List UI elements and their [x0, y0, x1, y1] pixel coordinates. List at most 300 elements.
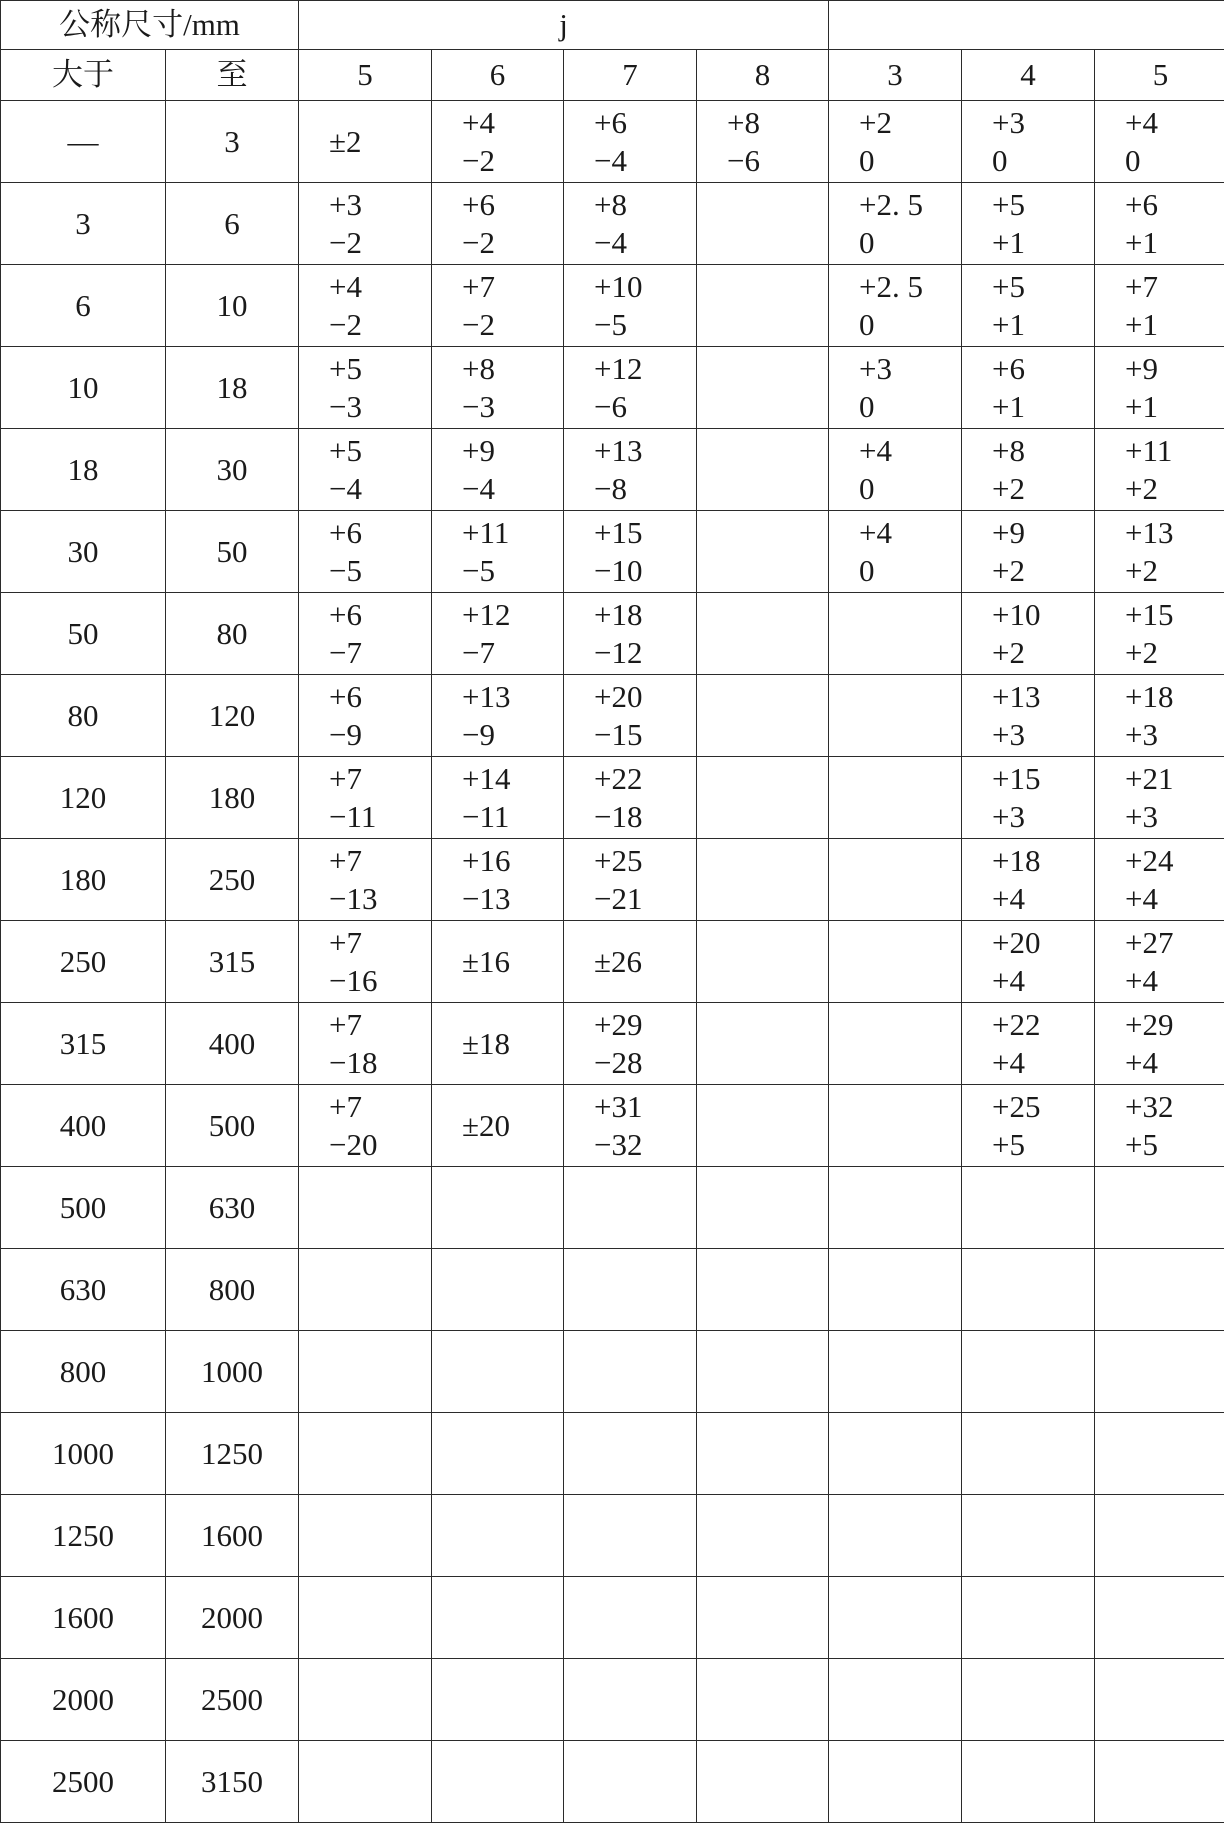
deviation-cell — [829, 1577, 962, 1659]
deviation-cell — [962, 1659, 1095, 1741]
size-to-cell: 180 — [166, 757, 299, 839]
deviation-cell — [697, 101, 829, 183]
upper-deviation: +9 — [1125, 350, 1158, 386]
table-row — [1, 1003, 1224, 1085]
upper-deviation: +10 — [594, 268, 643, 304]
grade-header: 6 — [432, 50, 564, 101]
to-header: 至 — [166, 50, 299, 101]
lower-deviation: −2 — [329, 224, 362, 260]
deviation-cell — [697, 921, 829, 1003]
symmetric-deviation: ±16 — [462, 943, 511, 979]
deviation-cell — [829, 347, 962, 429]
deviation-cell — [299, 593, 432, 675]
upper-deviation: +7 — [329, 842, 362, 878]
deviation-cell — [697, 1577, 829, 1659]
upper-deviation: +13 — [462, 678, 511, 714]
deviation-cell — [829, 429, 962, 511]
lower-deviation: −4 — [329, 470, 362, 506]
size-from-cell: 120 — [1, 757, 166, 839]
upper-deviation: +29 — [594, 1006, 643, 1042]
lower-deviation: −4 — [462, 470, 495, 506]
upper-deviation: +4 — [859, 432, 892, 468]
lower-deviation: 0 — [859, 470, 875, 506]
grade-header: 3 — [829, 50, 962, 101]
size-from-cell: 500 — [1, 1167, 166, 1249]
deviation-cell — [299, 347, 432, 429]
size-to-cell: 1250 — [166, 1413, 299, 1495]
lower-deviation: −32 — [594, 1126, 643, 1162]
upper-deviation: +29 — [1125, 1006, 1174, 1042]
deviation-cell — [299, 675, 432, 757]
deviation-cell — [1095, 1085, 1224, 1167]
upper-deviation: +22 — [992, 1006, 1041, 1042]
table-row — [1, 757, 1224, 839]
lower-deviation: −7 — [329, 634, 362, 670]
deviation-cell — [829, 1741, 962, 1823]
upper-deviation: +6 — [992, 350, 1025, 386]
lower-deviation: +2 — [992, 634, 1025, 670]
deviation-cell — [432, 1249, 564, 1331]
size-to-cell: 80 — [166, 593, 299, 675]
deviation-cell — [432, 839, 564, 921]
deviation-cell — [962, 921, 1095, 1003]
upper-deviation: +22 — [594, 760, 643, 796]
deviation-cell — [1095, 1741, 1224, 1823]
deviation-cell — [564, 183, 697, 265]
deviation-cell — [1095, 593, 1224, 675]
upper-deviation: +4 — [462, 104, 495, 140]
deviation-cell — [432, 429, 564, 511]
deviation-cell — [432, 1085, 564, 1167]
grade-header: 5 — [1095, 50, 1224, 101]
from-header: 大于 — [1, 50, 166, 101]
upper-deviation: +9 — [992, 514, 1025, 550]
deviation-cell — [697, 675, 829, 757]
deviation-cell — [564, 1495, 697, 1577]
upper-deviation: +6 — [1125, 186, 1158, 222]
deviation-cell — [829, 183, 962, 265]
deviation-cell — [1095, 1003, 1224, 1085]
deviation-cell — [962, 1331, 1095, 1413]
upper-deviation: +25 — [594, 842, 643, 878]
deviation-cell — [432, 1659, 564, 1741]
table-row — [1, 1249, 1224, 1331]
deviation-cell — [962, 1085, 1095, 1167]
upper-deviation: +10 — [992, 596, 1041, 632]
lower-deviation: −2 — [462, 224, 495, 260]
deviation-cell — [432, 1495, 564, 1577]
deviation-cell — [432, 1167, 564, 1249]
header-row-2 — [1, 50, 1224, 101]
lower-deviation: −6 — [594, 388, 627, 424]
size-from-cell: 400 — [1, 1085, 166, 1167]
deviation-cell — [962, 1003, 1095, 1085]
lower-deviation: +4 — [1125, 1044, 1158, 1080]
lower-deviation: +3 — [1125, 798, 1158, 834]
deviation-cell — [962, 839, 1095, 921]
upper-deviation: +6 — [462, 186, 495, 222]
lower-deviation: +1 — [992, 388, 1025, 424]
size-to-cell: 630 — [166, 1167, 299, 1249]
deviation-cell — [697, 347, 829, 429]
group-2-header — [829, 1, 1224, 50]
deviation-cell — [299, 183, 432, 265]
deviation-cell — [299, 1167, 432, 1249]
size-from-cell: 800 — [1, 1331, 166, 1413]
lower-deviation: +3 — [1125, 716, 1158, 752]
symmetric-deviation: ±26 — [594, 943, 643, 979]
deviation-cell — [564, 1249, 697, 1331]
size-from-cell: 2000 — [1, 1659, 166, 1741]
deviation-cell — [564, 1331, 697, 1413]
deviation-cell — [697, 183, 829, 265]
upper-deviation: +5 — [329, 432, 362, 468]
upper-deviation: +8 — [594, 186, 627, 222]
size-to-cell: 500 — [166, 1085, 299, 1167]
upper-deviation: +12 — [462, 596, 511, 632]
deviation-cell — [829, 1413, 962, 1495]
size-to-cell: 800 — [166, 1249, 299, 1331]
upper-deviation: +8 — [462, 350, 495, 386]
table-row — [1, 1413, 1224, 1495]
upper-deviation: +6 — [329, 514, 362, 550]
deviation-cell — [962, 1495, 1095, 1577]
lower-deviation: −11 — [462, 798, 510, 834]
size-to-cell: 10 — [166, 265, 299, 347]
upper-deviation: +6 — [329, 678, 362, 714]
table-row — [1, 1331, 1224, 1413]
symmetric-deviation: ±18 — [462, 1025, 511, 1061]
lower-deviation: +2 — [1125, 634, 1158, 670]
lower-deviation: 0 — [859, 224, 875, 260]
deviation-cell — [299, 1741, 432, 1823]
lower-deviation: −6 — [727, 142, 760, 178]
deviation-cell — [564, 593, 697, 675]
upper-deviation: +2 — [859, 104, 892, 140]
table-row — [1, 101, 1224, 183]
lower-deviation: −16 — [329, 962, 378, 998]
table-row — [1, 511, 1224, 593]
lower-deviation: +2 — [992, 470, 1025, 506]
upper-deviation: +4 — [859, 514, 892, 550]
upper-deviation: +6 — [329, 596, 362, 632]
deviation-cell — [1095, 839, 1224, 921]
lower-deviation: −4 — [594, 224, 627, 260]
deviation-cell — [1095, 675, 1224, 757]
deviation-cell — [564, 921, 697, 1003]
deviation-cell — [1095, 183, 1224, 265]
table-row — [1, 183, 1224, 265]
upper-deviation: +4 — [1125, 104, 1158, 140]
upper-deviation: +27 — [1125, 924, 1174, 960]
deviation-cell — [829, 1249, 962, 1331]
upper-deviation: +18 — [992, 842, 1041, 878]
size-from-cell: 250 — [1, 921, 166, 1003]
lower-deviation: 0 — [859, 142, 875, 178]
size-to-cell: 120 — [166, 675, 299, 757]
lower-deviation: 0 — [992, 142, 1008, 178]
upper-deviation: +2. 5 — [859, 268, 923, 304]
lower-deviation: +1 — [1125, 306, 1158, 342]
table-row — [1, 593, 1224, 675]
deviation-cell — [697, 1495, 829, 1577]
lower-deviation: 0 — [859, 388, 875, 424]
deviation-cell — [697, 265, 829, 347]
upper-deviation: +15 — [594, 514, 643, 550]
deviation-cell — [697, 429, 829, 511]
deviation-cell — [432, 921, 564, 1003]
deviation-cell — [299, 1659, 432, 1741]
deviation-cell — [1095, 347, 1224, 429]
upper-deviation: +21 — [1125, 760, 1174, 796]
lower-deviation: 0 — [859, 306, 875, 342]
deviation-cell — [1095, 1249, 1224, 1331]
lower-deviation: +2 — [1125, 552, 1158, 588]
lower-deviation: +4 — [1125, 880, 1158, 916]
size-to-cell: 315 — [166, 921, 299, 1003]
size-from-cell: 630 — [1, 1249, 166, 1331]
size-from-cell: 180 — [1, 839, 166, 921]
deviation-cell — [564, 101, 697, 183]
deviation-cell — [299, 1413, 432, 1495]
deviation-cell — [697, 1003, 829, 1085]
symmetric-deviation: ±20 — [462, 1107, 511, 1143]
size-from-cell: 10 — [1, 347, 166, 429]
deviation-cell — [1095, 1577, 1224, 1659]
size-to-cell: 3 — [166, 101, 299, 183]
size-from-cell: 315 — [1, 1003, 166, 1085]
deviation-cell — [829, 1331, 962, 1413]
deviation-cell — [697, 1085, 829, 1167]
table-row — [1, 429, 1224, 511]
size-from-cell: 30 — [1, 511, 166, 593]
lower-deviation: −5 — [462, 552, 495, 588]
lower-deviation: −15 — [594, 716, 643, 752]
deviation-cell — [432, 101, 564, 183]
size-from-cell: 18 — [1, 429, 166, 511]
table-row — [1, 1085, 1224, 1167]
deviation-cell — [299, 1249, 432, 1331]
upper-deviation: +12 — [594, 350, 643, 386]
lower-deviation: −12 — [594, 634, 643, 670]
size-from-cell: 80 — [1, 675, 166, 757]
deviation-cell — [1095, 921, 1224, 1003]
deviation-cell — [299, 1085, 432, 1167]
upper-deviation: +20 — [992, 924, 1041, 960]
upper-deviation: +7 — [329, 1006, 362, 1042]
deviation-cell — [564, 1003, 697, 1085]
size-to-cell: 50 — [166, 511, 299, 593]
size-from-cell: 2500 — [1, 1741, 166, 1823]
lower-deviation: +1 — [1125, 224, 1158, 260]
deviation-cell — [829, 1495, 962, 1577]
size-from-cell: 1250 — [1, 1495, 166, 1577]
size-to-cell: 2000 — [166, 1577, 299, 1659]
size-header: 公称尺寸/mm — [1, 1, 299, 50]
lower-deviation: −13 — [462, 880, 511, 916]
deviation-cell — [962, 1577, 1095, 1659]
lower-deviation: +1 — [1125, 388, 1158, 424]
upper-deviation: +7 — [1125, 268, 1158, 304]
deviation-cell — [697, 1249, 829, 1331]
upper-deviation: +15 — [992, 760, 1041, 796]
upper-deviation: +7 — [329, 760, 362, 796]
deviation-cell — [962, 347, 1095, 429]
deviation-cell — [829, 265, 962, 347]
deviation-cell — [564, 675, 697, 757]
deviation-cell — [564, 1085, 697, 1167]
lower-deviation: +2 — [992, 552, 1025, 588]
deviation-cell — [1095, 1413, 1224, 1495]
size-to-cell: 400 — [166, 1003, 299, 1085]
upper-deviation: +5 — [992, 268, 1025, 304]
upper-deviation: +7 — [329, 1088, 362, 1124]
upper-deviation: +5 — [329, 350, 362, 386]
table-row — [1, 1577, 1224, 1659]
lower-deviation: +5 — [1125, 1126, 1158, 1162]
deviation-cell — [564, 1741, 697, 1823]
table-row — [1, 347, 1224, 429]
upper-deviation: +24 — [1125, 842, 1174, 878]
deviation-cell — [697, 1741, 829, 1823]
deviation-cell — [962, 675, 1095, 757]
upper-deviation: +11 — [462, 514, 510, 550]
deviation-cell — [962, 101, 1095, 183]
size-to-cell: 250 — [166, 839, 299, 921]
lower-deviation: −10 — [594, 552, 643, 588]
lower-deviation: −5 — [594, 306, 627, 342]
deviation-cell — [432, 675, 564, 757]
deviation-cell — [299, 1495, 432, 1577]
size-to-cell: 6 — [166, 183, 299, 265]
size-to-cell: 1000 — [166, 1331, 299, 1413]
deviation-cell — [299, 101, 432, 183]
deviation-cell — [1095, 101, 1224, 183]
upper-deviation: +16 — [462, 842, 511, 878]
deviation-cell — [299, 1331, 432, 1413]
table-row — [1, 675, 1224, 757]
deviation-cell — [432, 757, 564, 839]
lower-deviation: +1 — [992, 224, 1025, 260]
lower-deviation: −9 — [462, 716, 495, 752]
table-row — [1, 1495, 1224, 1577]
deviation-cell — [1095, 511, 1224, 593]
lower-deviation: +5 — [992, 1126, 1025, 1162]
lower-deviation: +4 — [1125, 962, 1158, 998]
size-from-cell: 3 — [1, 183, 166, 265]
deviation-cell — [697, 511, 829, 593]
deviation-cell — [564, 1577, 697, 1659]
deviation-cell — [829, 1003, 962, 1085]
deviation-cell — [564, 347, 697, 429]
deviation-cell — [299, 921, 432, 1003]
lower-deviation: −3 — [329, 388, 362, 424]
lower-deviation: −18 — [594, 798, 643, 834]
deviation-cell — [432, 183, 564, 265]
deviation-cell — [829, 593, 962, 675]
lower-deviation: +3 — [992, 798, 1025, 834]
table-row — [1, 265, 1224, 347]
upper-deviation: +3 — [992, 104, 1025, 140]
deviation-cell — [1095, 757, 1224, 839]
size-to-cell: 30 — [166, 429, 299, 511]
lower-deviation: 0 — [859, 552, 875, 588]
lower-deviation: −28 — [594, 1044, 643, 1080]
deviation-cell — [829, 511, 962, 593]
upper-deviation: +8 — [727, 104, 760, 140]
deviation-cell — [564, 1659, 697, 1741]
deviation-cell — [829, 1659, 962, 1741]
group-j-header: j — [299, 1, 829, 50]
deviation-cell — [564, 1167, 697, 1249]
upper-deviation: +25 — [992, 1088, 1041, 1124]
deviation-cell — [962, 511, 1095, 593]
deviation-cell — [432, 347, 564, 429]
lower-deviation: −21 — [594, 880, 643, 916]
deviation-cell — [432, 1741, 564, 1823]
deviation-cell — [564, 511, 697, 593]
deviation-cell — [962, 1167, 1095, 1249]
size-to-cell: 3150 — [166, 1741, 299, 1823]
grade-header: 7 — [564, 50, 697, 101]
upper-deviation: +13 — [594, 432, 643, 468]
grade-header: 8 — [697, 50, 829, 101]
deviation-cell — [962, 757, 1095, 839]
table-row — [1, 1741, 1224, 1823]
size-from-cell: 6 — [1, 265, 166, 347]
deviation-cell — [697, 1331, 829, 1413]
deviation-cell — [962, 429, 1095, 511]
deviation-cell — [829, 1085, 962, 1167]
deviation-cell — [432, 511, 564, 593]
grade-header: 5 — [299, 50, 432, 101]
grade-header: 4 — [962, 50, 1095, 101]
deviation-cell — [962, 183, 1095, 265]
deviation-cell — [1095, 1659, 1224, 1741]
deviation-cell — [432, 1413, 564, 1495]
deviation-cell — [697, 757, 829, 839]
deviation-cell — [1095, 429, 1224, 511]
header-row-1 — [1, 1, 1224, 50]
lower-deviation: −7 — [462, 634, 495, 670]
upper-deviation: +18 — [1125, 678, 1174, 714]
deviation-cell — [962, 593, 1095, 675]
deviation-cell — [299, 511, 432, 593]
deviation-cell — [829, 839, 962, 921]
deviation-cell — [299, 1003, 432, 1085]
table-row — [1, 1659, 1224, 1741]
deviation-cell — [829, 921, 962, 1003]
size-to-cell: 1600 — [166, 1495, 299, 1577]
upper-deviation: +8 — [992, 432, 1025, 468]
deviation-cell — [829, 757, 962, 839]
deviation-cell — [299, 429, 432, 511]
deviation-cell — [1095, 1167, 1224, 1249]
upper-deviation: +6 — [594, 104, 627, 140]
lower-deviation: −2 — [329, 306, 362, 342]
deviation-cell — [697, 1659, 829, 1741]
size-from-cell: — — [1, 101, 166, 183]
upper-deviation: +18 — [594, 596, 643, 632]
lower-deviation: −20 — [329, 1126, 378, 1162]
deviation-cell — [697, 839, 829, 921]
deviation-cell — [432, 1003, 564, 1085]
upper-deviation: +31 — [594, 1088, 643, 1124]
lower-deviation: −2 — [462, 306, 495, 342]
deviation-cell — [299, 1577, 432, 1659]
deviation-cell — [1095, 1495, 1224, 1577]
deviation-cell — [829, 101, 962, 183]
